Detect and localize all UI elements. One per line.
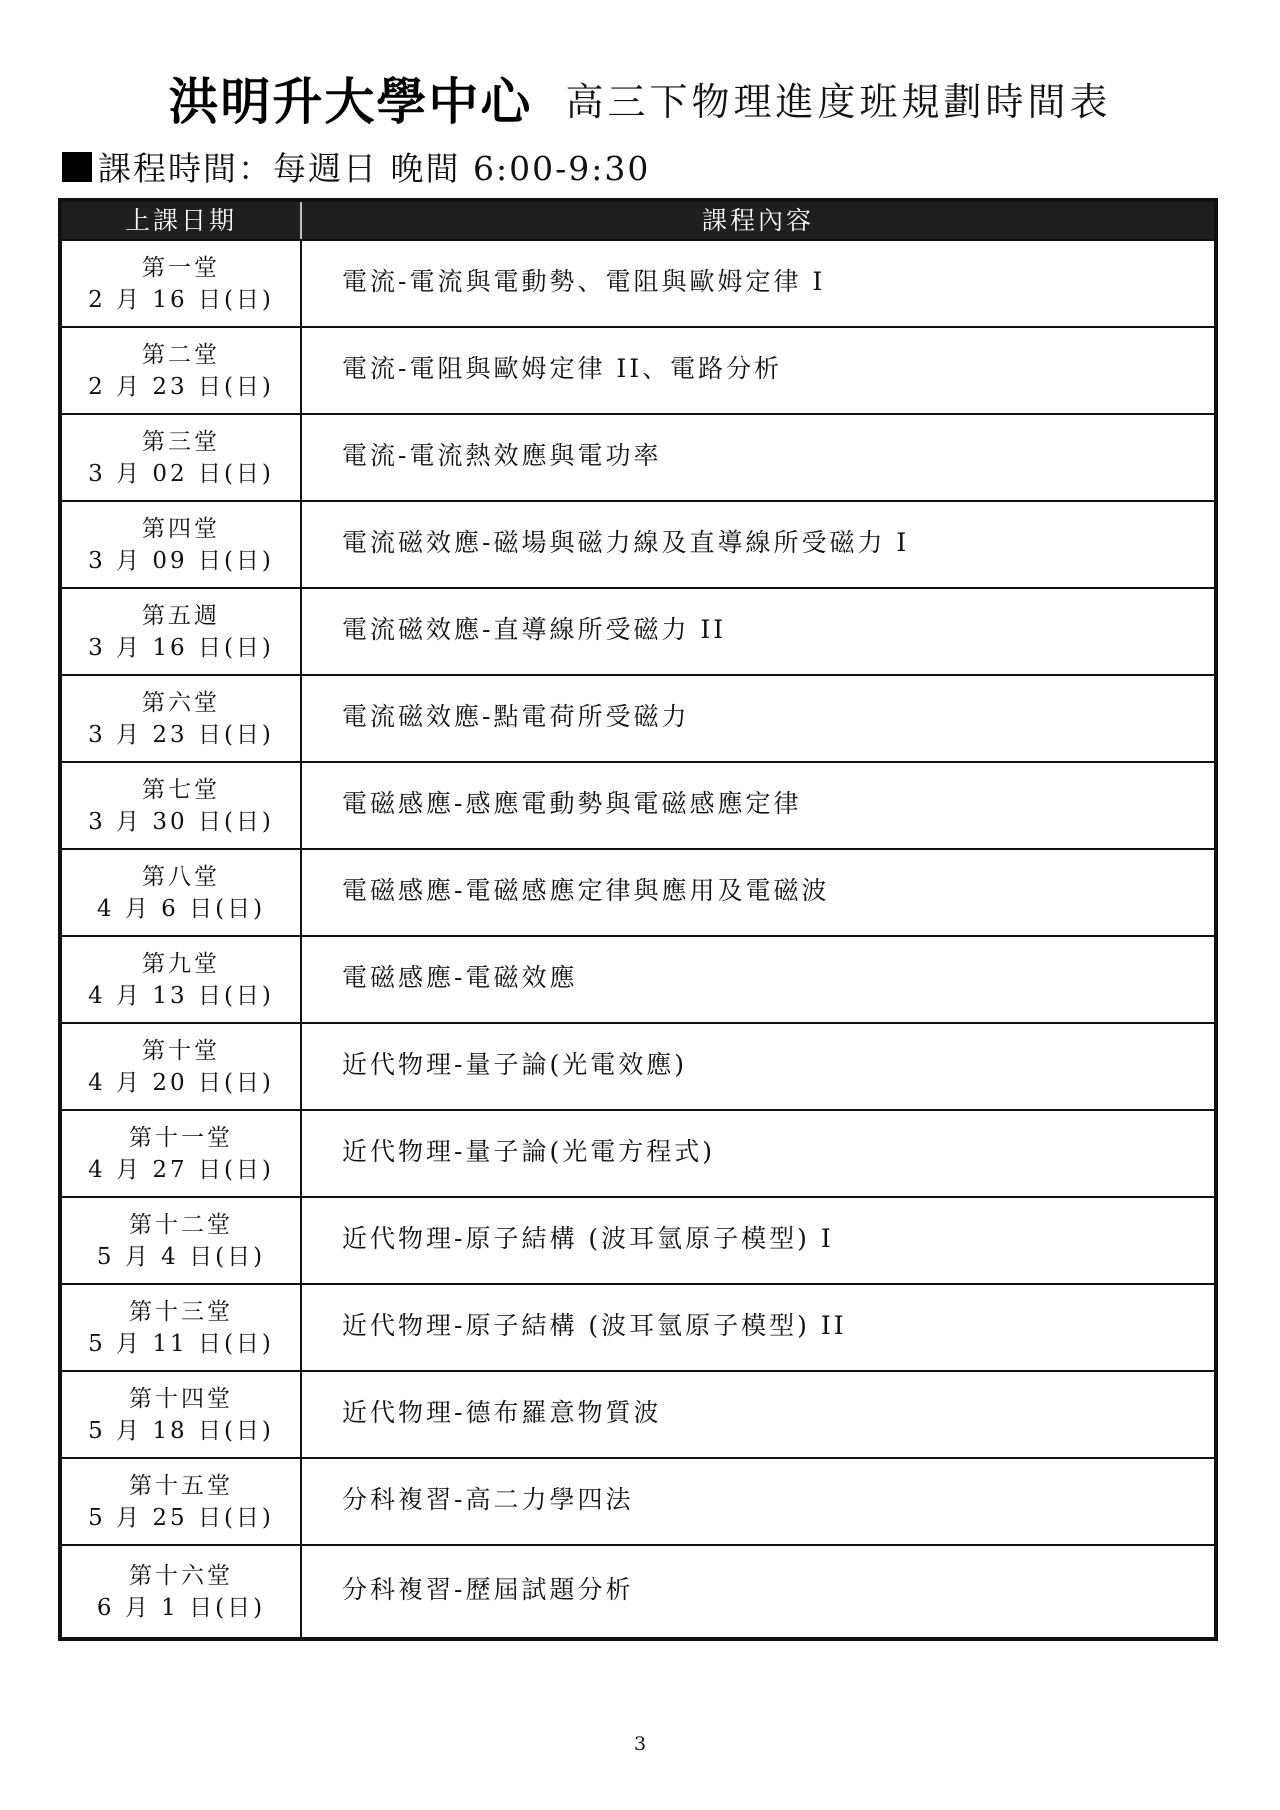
- date-cell: [62, 676, 302, 761]
- date-cell: [62, 1198, 302, 1283]
- table-header: [62, 202, 1214, 241]
- document-title: 高三下物理進度班規劃時間表: [565, 79, 1112, 124]
- session-label: 第五週: [142, 602, 220, 629]
- table-row: [62, 763, 1214, 850]
- date-cell: [62, 502, 302, 587]
- session-label: 第十四堂: [129, 1385, 233, 1412]
- content-cell: 近代物理-原子結構 (波耳氫原子模型) II: [342, 1310, 847, 1340]
- content-cell: 分科複習-高二力學四法: [342, 1484, 634, 1514]
- session-label: 第六堂: [142, 689, 220, 716]
- session-label: 第十五堂: [129, 1472, 233, 1499]
- date-cell: [62, 763, 302, 848]
- session-label: 第七堂: [142, 776, 220, 803]
- page-number: 3: [633, 1733, 647, 1755]
- content-cell: 電磁感應-感應電動勢與電磁感應定律: [342, 788, 802, 818]
- date-cell: [62, 1372, 302, 1457]
- content-cell: 近代物理-量子論(光電效應): [342, 1049, 687, 1079]
- date-cell: [62, 1546, 302, 1637]
- content-cell: 電磁感應-電磁感應定律與應用及電磁波: [342, 875, 830, 905]
- table-row: [62, 241, 1214, 328]
- session-date: 3 月 30 日(日): [88, 808, 274, 835]
- date-cell: [62, 1285, 302, 1370]
- schedule-info: [62, 143, 650, 190]
- session-label: 第十堂: [142, 1037, 220, 1064]
- table-row: [62, 1285, 1214, 1372]
- session-label: 第四堂: [142, 515, 220, 542]
- session-date: 6 月 1 日(日): [96, 1594, 266, 1621]
- date-cell: [62, 1111, 302, 1196]
- table-row: [62, 328, 1214, 415]
- session-label: 第八堂: [142, 863, 220, 890]
- content-cell: 電磁感應-電磁效應: [342, 962, 578, 992]
- session-date: 4 月 6 日(日): [96, 895, 266, 922]
- date-cell: [62, 241, 302, 326]
- session-label: 第十六堂: [129, 1562, 233, 1589]
- date-cell: [62, 328, 302, 413]
- content-cell: 電流磁效應-直導線所受磁力 II: [342, 614, 727, 644]
- date-cell: [62, 1459, 302, 1544]
- session-label: 第一堂: [142, 254, 220, 281]
- header-content: 課程內容: [701, 206, 814, 235]
- session-date: 4 月 20 日(日): [88, 1069, 274, 1096]
- content-cell: 電流-電流熱效應與電功率: [342, 440, 662, 470]
- date-cell: [62, 937, 302, 1022]
- session-date: 2 月 23 日(日): [88, 373, 274, 400]
- session-date: 5 月 4 日(日): [96, 1243, 266, 1270]
- table-row: [62, 850, 1214, 937]
- content-cell: 近代物理-德布羅意物質波: [342, 1397, 662, 1427]
- table-row: [62, 1459, 1214, 1546]
- session-label: 第三堂: [142, 428, 220, 455]
- table-row: [62, 1546, 1214, 1637]
- session-label: 第十二堂: [129, 1211, 233, 1238]
- date-cell: [62, 415, 302, 500]
- session-date: 5 月 25 日(日): [88, 1504, 274, 1531]
- session-date: 3 月 16 日(日): [88, 634, 274, 661]
- table-body: [62, 241, 1214, 1637]
- session-date: 2 月 16 日(日): [88, 286, 274, 313]
- table-row: [62, 502, 1214, 589]
- session-date: 3 月 02 日(日): [88, 460, 274, 487]
- session-label: 第十一堂: [129, 1124, 233, 1151]
- table-row: [62, 1024, 1214, 1111]
- brand-name: 洪明升大學中心: [168, 73, 533, 131]
- content-cell: 電流磁效應-點電荷所受磁力: [342, 701, 690, 731]
- content-cell: 電流-電流與電動勢、電阻與歐姆定律 I: [342, 266, 826, 296]
- table-row: [62, 1111, 1214, 1198]
- table-row: [62, 589, 1214, 676]
- session-label: 第十三堂: [129, 1298, 233, 1325]
- page-header: [0, 62, 1280, 134]
- table-row: [62, 415, 1214, 502]
- content-cell: 近代物理-量子論(光電方程式): [342, 1136, 715, 1166]
- session-date: 4 月 27 日(日): [88, 1156, 274, 1183]
- header-date: 上課日期: [62, 202, 302, 239]
- session-date: 5 月 18 日(日): [88, 1417, 274, 1444]
- session-label: 第九堂: [142, 950, 220, 977]
- table-row: [62, 937, 1214, 1024]
- table-row: [62, 1198, 1214, 1285]
- session-label: 第二堂: [142, 341, 220, 368]
- content-cell: 分科複習-歷屆試題分析: [342, 1574, 634, 1604]
- content-cell: 電流-電阻與歐姆定律 II、電路分析: [342, 353, 783, 383]
- date-cell: [62, 850, 302, 935]
- schedule-table: [58, 198, 1218, 1641]
- session-date: 3 月 23 日(日): [88, 721, 274, 748]
- schedule-text: 課程時間：每週日 晚間 6:00-9:30: [98, 149, 651, 188]
- session-date: 4 月 13 日(日): [88, 982, 274, 1009]
- session-date: 3 月 09 日(日): [88, 547, 274, 574]
- date-cell: [62, 589, 302, 674]
- date-cell: [62, 1024, 302, 1109]
- content-cell: 電流磁效應-磁場與磁力線及直導線所受磁力 I: [342, 527, 910, 557]
- content-cell: 近代物理-原子結構 (波耳氫原子模型) I: [342, 1223, 834, 1253]
- session-date: 5 月 11 日(日): [88, 1330, 274, 1357]
- table-row: [62, 676, 1214, 763]
- square-bullet-icon: [62, 152, 92, 182]
- table-row: [62, 1372, 1214, 1459]
